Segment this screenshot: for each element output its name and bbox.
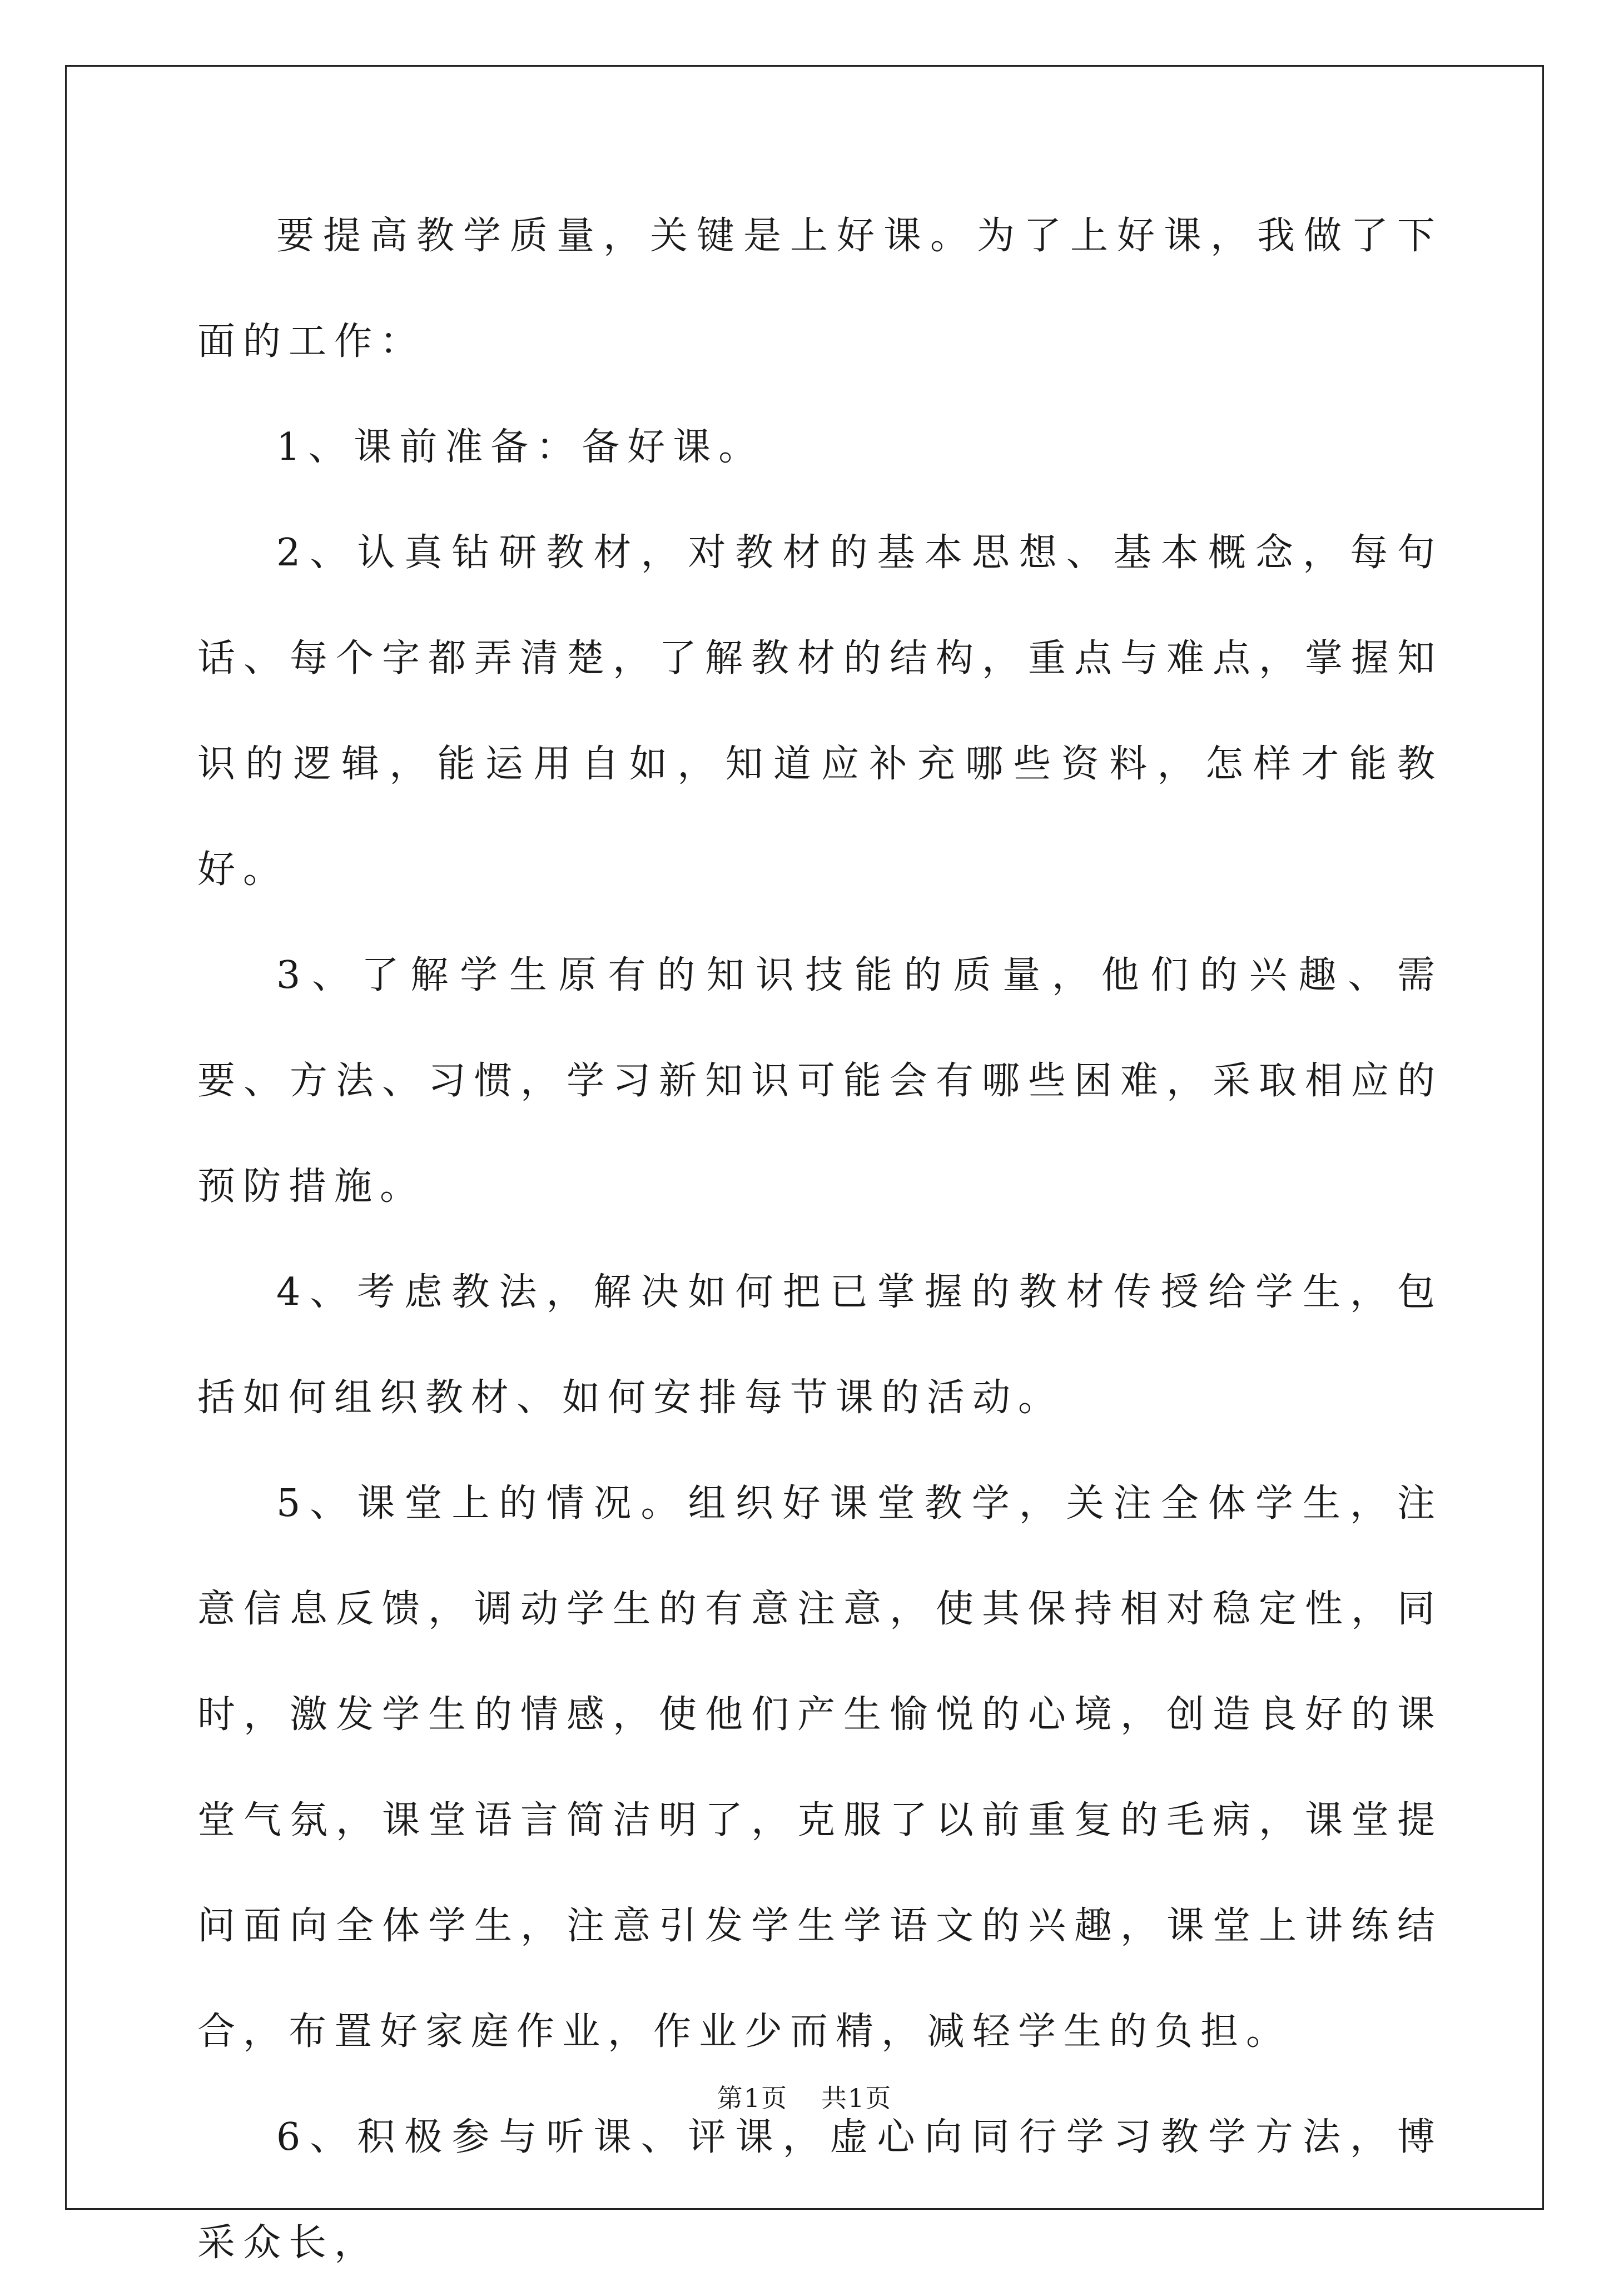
- document-body: [197, 183, 1443, 2296]
- paragraph-item-6: 6、积极参与听课、评课，虚心向同行学习教学方法，博采众长，: [197, 2115, 1443, 2265]
- paragraph-item-5: 5、课堂上的情况。组织好课堂教学，关注全体学生，注意信息反馈，调动学生的有意注意，使其保持相对稳定性，同时，激发学生的情感，使他们产生愉悦的心境，创造良好的课堂气氛，课堂语言简洁明了，克服了以前重复的毛病，课堂提问面向全体学生，注意引发学生学语文的兴趣，课堂上讲练结合，布置好家庭作业，作业少而精，减轻学生的负担。: [197, 1482, 1443, 2054]
- page-current-label: 第1页: [717, 2083, 788, 2113]
- paragraph-intro: 要提高教学质量，关键是上好课。为了上好课，我做了下面的工作：: [197, 214, 1443, 364]
- page-footer: [0, 2078, 1609, 2115]
- paragraph-item-2: 2、认真钻研教材，对教材的基本思想、基本概念，每句话、每个字都弄清楚，了解教材的结构，重点与难点，掌握知识的逻辑，能运用自如，知道应补充哪些资料，怎样才能教好。: [197, 531, 1443, 892]
- page-total-label: 共1页: [821, 2083, 892, 2113]
- paragraph-item-3: 3、了解学生原有的知识技能的质量，他们的兴趣、需要、方法、习惯，学习新知识可能会有哪些困难，采取相应的预防措施。: [197, 953, 1443, 1209]
- paragraph-item-1: 1、课前准备：备好课。: [276, 425, 764, 469]
- paragraph-item-4: 4、考虑教法，解决如何把已掌握的教材传授给学生，包括如何组织教材、如何安排每节课的活动。: [197, 1270, 1443, 1420]
